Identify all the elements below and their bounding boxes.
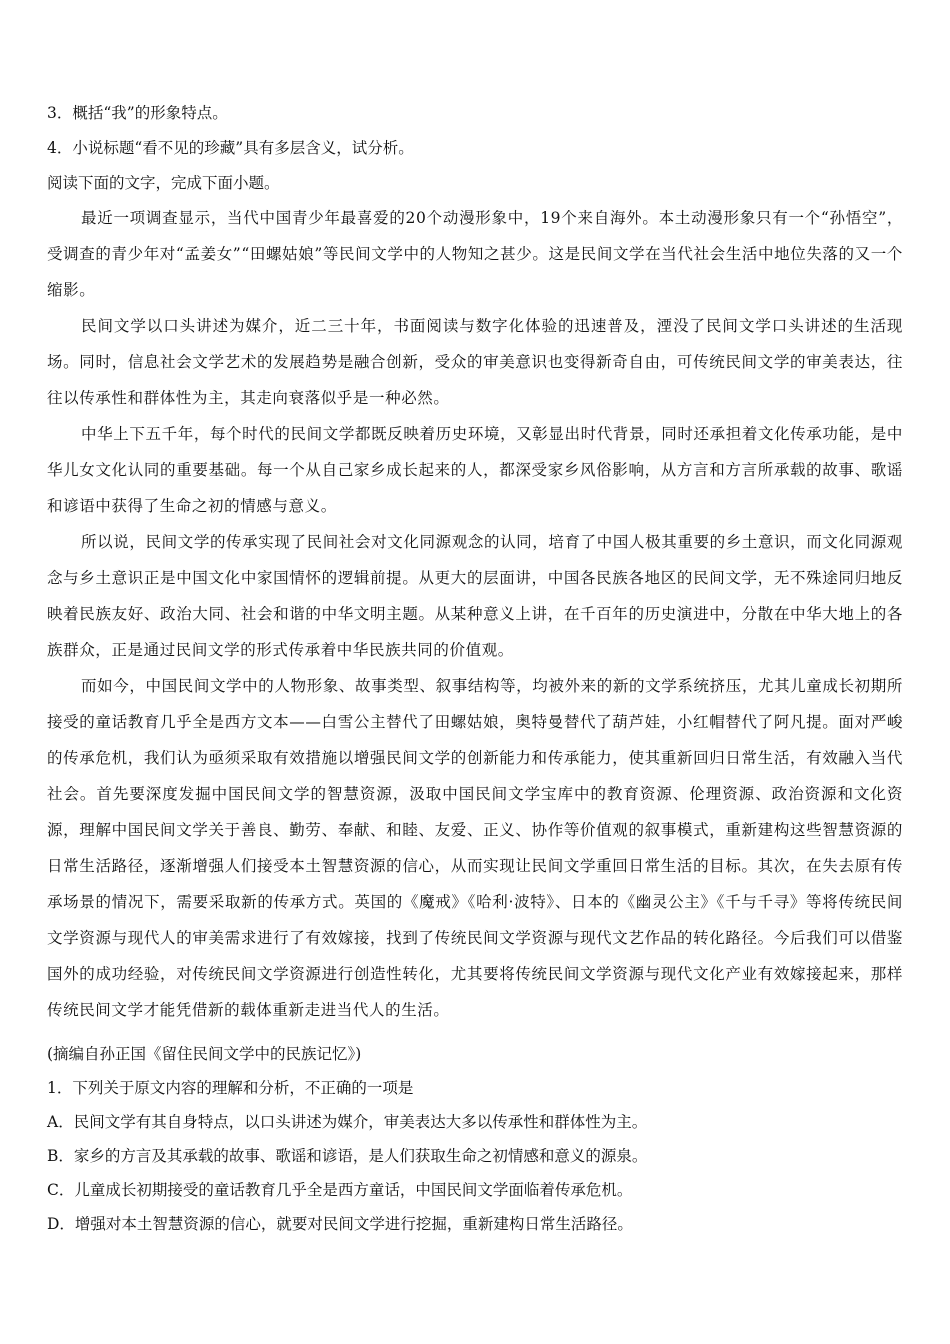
- passage-paragraph-5: 而如今，中国民间文学中的人物形象、故事类型、叙事结构等，均被外来的新的文学系统挤压，尤其儿童成长初期所接受的童话教育几乎全是西方文本——白雪公主替代了田螺姑娘，奥特曼替代了葫芦娃，小红帽替代了阿凡提。面对严峻的传承危机，我们认为亟须采取有效措施以增强民间文学的创新能力和传承能力，使其重新回归日常生活，有效融入当代社会。首先要深度发掘中国民间文学的智慧资源，汲取中国民间文学宝库中的教育资源、伦理资源、政治资源和文化资源，理解中国民间文学关于善良、勤劳、奉献、和睦、友爱、正义、协作等价值观的叙事模式，重新建构这些智慧资源的日常生活路径，逐渐增强人们接受本土智慧资源的信心，从而实现让民间文学重回日常生活的目标。其次，在失去原有传承场景的情况下，需要采取新的传承方式。英国的《魔戒》《哈利·波特》、日本的《幽灵公主》《千与千寻》等将传统民间文学资源与现代人的审美需求进行了有效嫁接，找到了传统民间文学资源与现代文艺作品的转化路径。今后我们可以借鉴国外的成功经验，对传统民间文学资源进行创造性转化，尤其要将传统民间文学资源与现代文化产业有效嫁接起来，那样传统民间文学才能凭借新的载体重新走进当代人的生活。: [47, 677, 903, 1019]
- option-a: A．民间文学有其自身特点，以口头讲述为媒介，审美表达大多以传承性和群体性为主。: [47, 1113, 648, 1131]
- option-c: C．儿童成长初期接受的童话教育几乎全是西方童话，中国民间文学面临着传承危机。: [47, 1181, 633, 1199]
- option-d: D．增强对本土智慧资源的信心，就要对民间文学进行挖掘，重新建构日常生活路径。: [47, 1215, 633, 1233]
- passage-paragraph-2: 民间文学以口头讲述为媒介，近二三十年，书面阅读与数字化体验的迅速普及，湮没了民间文学口头讲述的生活现场。同时，信息社会文学艺术的发展趋势是融合创新，受众的审美意识也变得新奇自由，可传统民间文学的审美表达，往往以传承性和群体性为主，其走向衰落似乎是一种必然。: [47, 317, 903, 407]
- source-citation: (摘编自孙正国《留住民间文学中的民族记忆》): [47, 1045, 362, 1063]
- question-1-stem: 1．下列关于原文内容的理解和分析，不正确的一项是: [47, 1079, 414, 1097]
- option-b: B．家乡的方言及其承载的故事、歌谣和谚语，是人们获取生命之初情感和意义的源泉。: [47, 1147, 648, 1165]
- question-3: 3．概括“我”的形象特点。: [47, 104, 228, 122]
- passage-paragraph-3: 中华上下五千年，每个时代的民间文学都既反映着历史环境，又彰显出时代背景，同时还承担着文化传承功能，是中华儿女文化认同的重要基础。每一个从自己家乡成长起来的人，都深受家乡风俗影响，从方言和方言所承载的故事、歌谣和谚语中获得了生命之初的情感与意义。: [47, 425, 903, 515]
- passage-paragraph-1: 最近一项调查显示，当代中国青少年最喜爱的20个动漫形象中，19个来自海外。本土动漫形象只有一个“孙悟空”，受调查的青少年对“孟姜女”“田螺姑娘”等民间文学中的人物知之甚少。这是民间文学在当代社会生活中地位失落的又一个缩影。: [47, 209, 903, 299]
- question-4: 4．小说标题“看不见的珍藏”具有多层含义，试分析。: [47, 139, 414, 157]
- passage-paragraph-4: 所以说，民间文学的传承实现了民间社会对文化同源观念的认同，培育了中国人极其重要的乡土意识，而文化同源观念与乡土意识正是中国文化中家国情怀的逻辑前提。从更大的层面讲，中国各民族各地区的民间文学，无不殊途同归地反映着民族友好、政治大同、社会和谐的中华文明主题。从某种意义上讲，在千百年的历史演进中，分散在中华大地上的各族群众，正是通过民间文学的形式传承着中华民族共同的价值观。: [47, 533, 903, 659]
- reading-instruction: 阅读下面的文字，完成下面小题。: [47, 174, 280, 192]
